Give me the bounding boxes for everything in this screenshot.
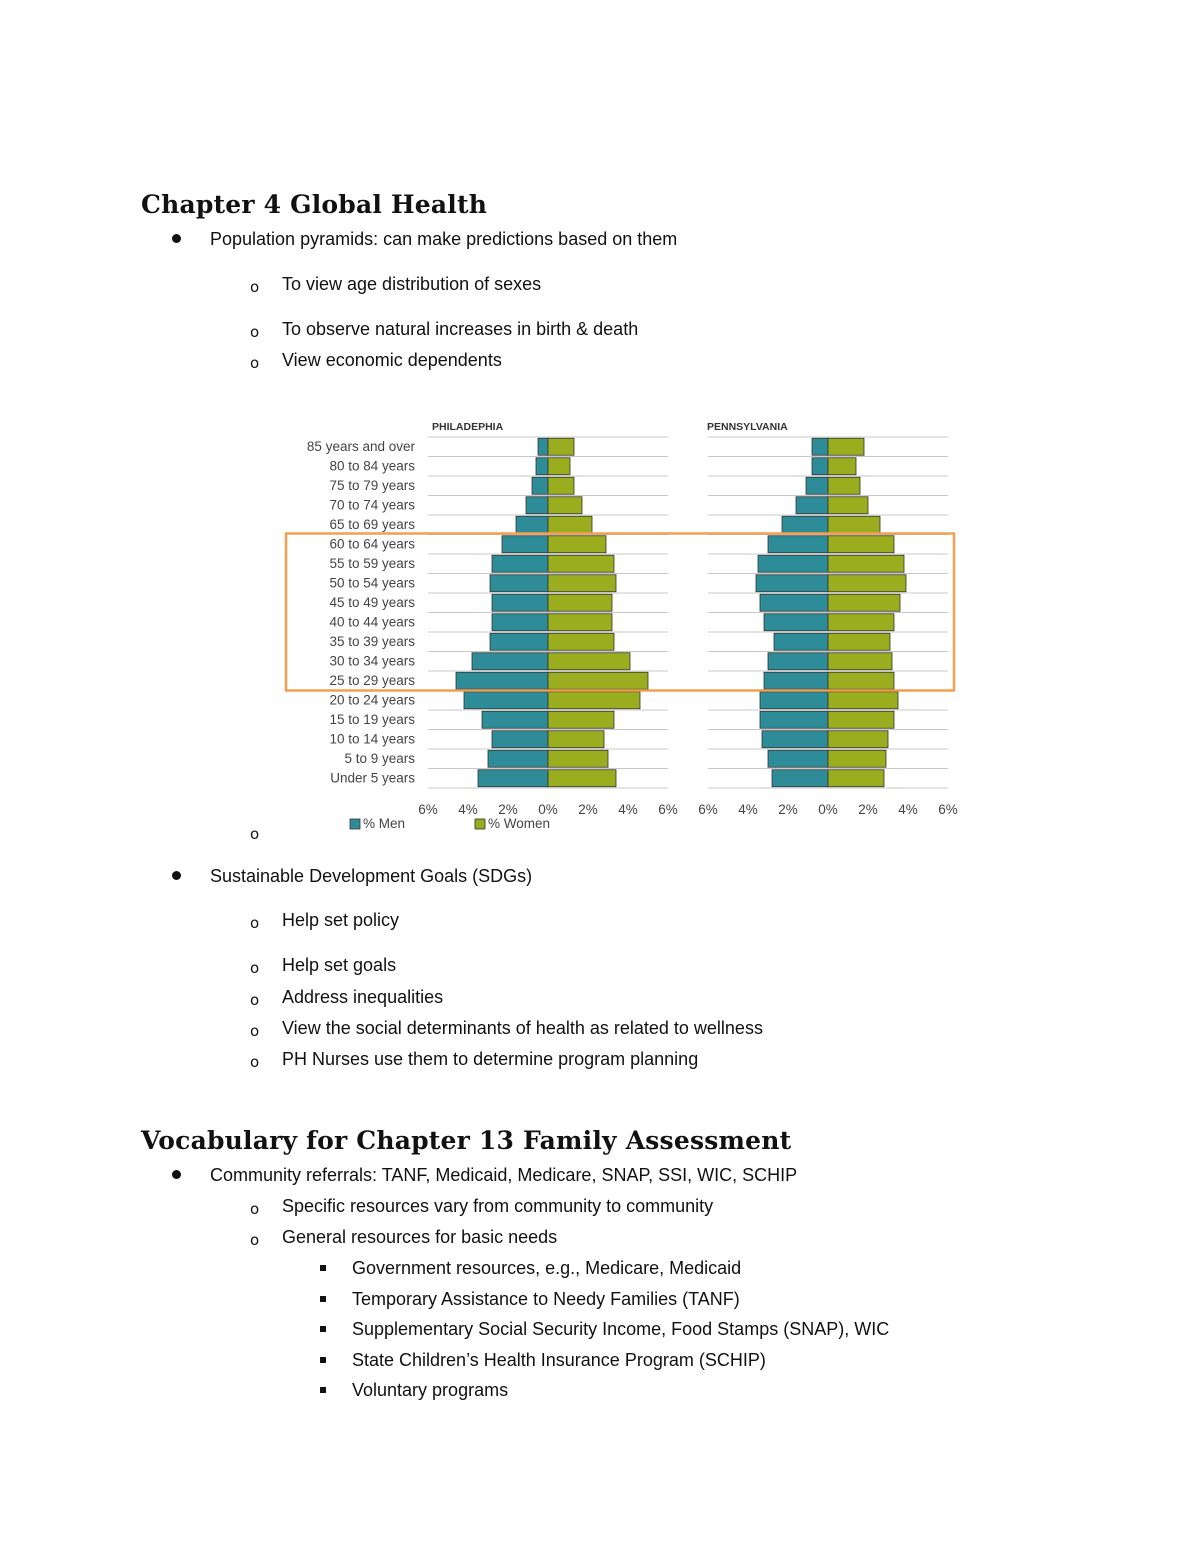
sub-item: General resources for basic needs [282, 1227, 558, 1247]
sub-item: Help set policy [282, 910, 400, 930]
bar-men [488, 750, 548, 767]
bar-men [464, 692, 548, 709]
x-tick-label: 2% [578, 802, 598, 817]
bar-women [548, 458, 570, 475]
bar-women [828, 516, 880, 533]
circle-bullet-icon: o [250, 354, 260, 372]
bar-men [538, 438, 548, 455]
bar-women [548, 594, 612, 611]
bar-women [828, 692, 898, 709]
bar-women [548, 692, 640, 709]
bar-women [548, 575, 616, 592]
square-bullet-icon [320, 1265, 326, 1271]
bar-men [492, 731, 548, 748]
bar-men [492, 614, 548, 631]
circle-bullet-icon: o [250, 825, 260, 843]
x-tick-label: 6% [418, 802, 438, 817]
bar-women [548, 633, 614, 650]
bar-women [548, 711, 614, 728]
bar-men [758, 555, 828, 572]
category-label: 5 to 9 years [344, 751, 415, 766]
resource-item: Supplementary Social Security Income, Food Stamps (SNAP), WIC [352, 1319, 890, 1339]
legend-label: % Women [488, 816, 551, 831]
resource-item: State Children’s Health Insurance Program (SCHIP) [352, 1350, 766, 1370]
sub-item: View the social determinants of health as related to wellness [282, 1018, 763, 1038]
category-label: 40 to 44 years [329, 614, 415, 630]
circle-bullet-icon: o [250, 1022, 260, 1040]
bar-men [490, 633, 548, 650]
bar-men [762, 731, 828, 748]
population-pyramid-chart [280, 412, 980, 832]
bar-women [828, 731, 888, 748]
bar-women [548, 672, 648, 689]
bar-women [828, 438, 864, 455]
bar-women [828, 555, 904, 572]
circle-bullet-icon: o [250, 1053, 260, 1071]
x-tick-label: 4% [458, 802, 478, 817]
category-label: 45 to 49 years [329, 595, 415, 610]
bar-women [828, 477, 860, 494]
x-tick-label: 6% [658, 802, 678, 817]
category-label: 20 to 24 years [329, 692, 415, 708]
x-tick-label: 0% [818, 802, 838, 817]
square-bullet-icon [320, 1326, 326, 1332]
bar-men [456, 672, 548, 689]
bar-women [828, 653, 892, 670]
category-label: 80 to 84 years [329, 458, 415, 474]
category-label: Under 5 years [330, 770, 415, 786]
bullet-sdgs: Sustainable Development Goals (SDGs) [210, 866, 533, 886]
bar-men [516, 516, 548, 533]
sub-item: View economic dependents [282, 350, 502, 370]
sub-item: PH Nurses use them to determine program planning [282, 1049, 699, 1069]
bar-women [828, 711, 894, 728]
legend-swatch-men [350, 819, 360, 829]
bar-women [548, 555, 614, 572]
bar-women [828, 575, 906, 592]
x-tick-label: 6% [698, 802, 718, 817]
bar-men [768, 750, 828, 767]
x-tick-label: 6% [938, 802, 958, 817]
bar-men [532, 477, 548, 494]
bar-men [812, 438, 828, 455]
sub-item: Address inequalities [282, 987, 444, 1007]
bullet-population-pyramids: Population pyramids: can make predictions based on them [210, 229, 678, 249]
category-label: 55 to 59 years [329, 556, 415, 571]
x-tick-label: 4% [738, 802, 758, 817]
category-label: 30 to 34 years [329, 653, 415, 669]
bar-men [782, 516, 828, 533]
circle-bullet-icon: o [250, 959, 260, 977]
resource-item: Voluntary programs [352, 1380, 509, 1400]
panel-title: PHILADEPHIA [432, 421, 504, 433]
sub-item: Specific resources vary from community to community [282, 1196, 714, 1216]
x-tick-label: 4% [898, 802, 918, 817]
bar-women [548, 438, 574, 455]
legend-swatch-women [475, 819, 485, 829]
bar-women [828, 458, 856, 475]
bar-women [548, 750, 608, 767]
category-label: 35 to 39 years [329, 634, 415, 649]
x-tick-label: 4% [618, 802, 638, 817]
bullet-icon [172, 1170, 181, 1179]
bar-women [548, 614, 612, 631]
category-label: 70 to 74 years [329, 497, 415, 513]
bar-women [548, 497, 582, 514]
bar-women [828, 770, 884, 787]
square-bullet-icon [320, 1387, 326, 1393]
circle-bullet-icon: o [250, 1231, 260, 1249]
bar-men [768, 653, 828, 670]
bar-women [828, 672, 894, 689]
bar-men [490, 575, 548, 592]
bar-men [492, 555, 548, 572]
bar-women [828, 750, 886, 767]
bar-men [756, 575, 828, 592]
sub-item: To view age distribution of sexes [282, 274, 542, 294]
bar-men [760, 692, 828, 709]
bar-women [828, 633, 890, 650]
bar-women [548, 770, 616, 787]
bar-men [764, 614, 828, 631]
bullet-icon [172, 234, 181, 243]
circle-bullet-icon: o [250, 991, 260, 1009]
bar-men [774, 633, 828, 650]
bar-men [502, 536, 548, 553]
bar-women [548, 653, 630, 670]
bar-men [492, 594, 548, 611]
bar-men [806, 477, 828, 494]
bar-men [768, 536, 828, 553]
sub-item: To observe natural increases in birth & death [282, 319, 639, 339]
x-tick-label: 2% [778, 802, 798, 817]
bar-men [812, 458, 828, 475]
bullet-icon [172, 871, 181, 880]
bar-men [536, 458, 548, 475]
chapter13-heading: Vocabulary for Chapter 13 Family Assessment [141, 1126, 792, 1155]
bar-men [796, 497, 828, 514]
bar-men [764, 672, 828, 689]
category-label: 65 to 69 years [329, 517, 415, 532]
bar-men [760, 711, 828, 728]
category-label: 75 to 79 years [329, 478, 415, 493]
square-bullet-icon [320, 1357, 326, 1363]
square-bullet-icon [320, 1296, 326, 1302]
resource-item: Government resources, e.g., Medicare, Medicaid [352, 1258, 742, 1278]
bar-men [772, 770, 828, 787]
bar-women [548, 516, 592, 533]
panel-title: PENNSYLVANIA [707, 421, 788, 433]
bar-women [828, 594, 900, 611]
sub-item: Help set goals [282, 955, 397, 975]
circle-bullet-icon: o [250, 914, 260, 932]
category-label: 25 to 29 years [329, 673, 415, 688]
circle-bullet-icon: o [250, 278, 260, 296]
category-label: 60 to 64 years [329, 536, 415, 552]
category-label: 50 to 54 years [329, 575, 415, 591]
bar-men [526, 497, 548, 514]
bar-men [472, 653, 548, 670]
x-tick-label: 0% [538, 802, 558, 817]
bar-women [548, 731, 604, 748]
legend-label: % Men [363, 816, 406, 831]
bar-women [828, 497, 868, 514]
bar-women [828, 536, 894, 553]
bar-men [760, 594, 828, 611]
bar-women [828, 614, 894, 631]
bar-women [548, 477, 574, 494]
bar-women [548, 536, 606, 553]
resource-item: Temporary Assistance to Needy Families (TANF) [352, 1289, 740, 1309]
x-tick-label: 2% [858, 802, 878, 817]
circle-bullet-icon: o [250, 323, 260, 341]
category-label: 85 years and over [306, 439, 415, 454]
chapter4-heading: Chapter 4 Global Health [141, 190, 488, 219]
circle-bullet-icon: o [250, 1200, 260, 1218]
bar-men [478, 770, 548, 787]
category-label: 15 to 19 years [329, 712, 415, 727]
x-tick-label: 2% [498, 802, 518, 817]
category-label: 10 to 14 years [329, 731, 415, 747]
bar-men [482, 711, 548, 728]
bullet-community-referrals: Community referrals: TANF, Medicaid, Medicare, SNAP, SSI, WIC, SCHIP [210, 1165, 798, 1185]
